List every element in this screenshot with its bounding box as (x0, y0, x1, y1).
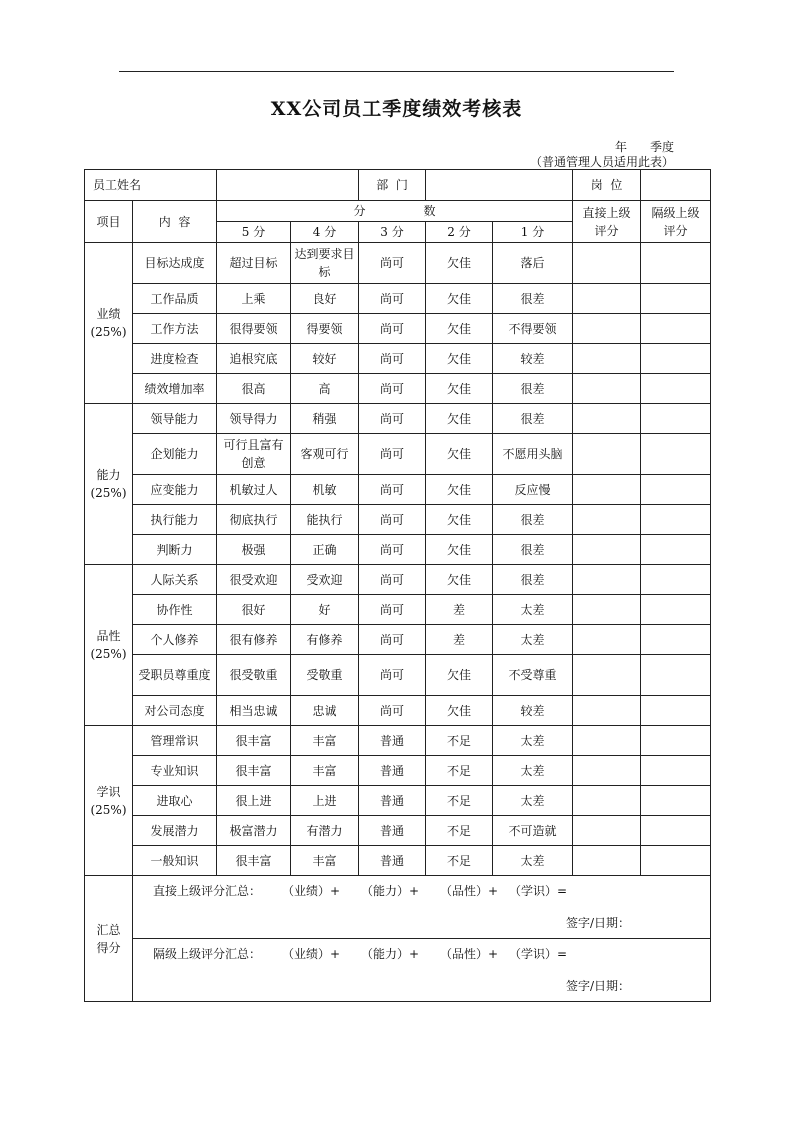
level-4-desc: 受欢迎 (291, 565, 359, 595)
department-label: 部 门 (359, 170, 426, 201)
level-1-desc: 很差 (493, 404, 573, 434)
section-weight: (25%) (90, 647, 127, 661)
level-1-desc: 太差 (493, 595, 573, 625)
level-2-desc: 欠佳 (426, 404, 493, 434)
skip-score-cell[interactable] (641, 726, 711, 756)
level-4-desc: 正确 (291, 535, 359, 565)
skip-score-cell[interactable] (641, 756, 711, 786)
header-item: 项目 (85, 201, 133, 243)
level-3-desc: 尚可 (359, 243, 426, 284)
level-5-desc: 极富潜力 (217, 816, 291, 846)
level-3-desc: 尚可 (359, 595, 426, 625)
level-3-desc: 尚可 (359, 344, 426, 374)
criterion-row (85, 344, 711, 374)
level-5-desc: 很好 (217, 595, 291, 625)
criterion-name: 对公司态度 (133, 696, 217, 726)
level-3-desc: 尚可 (359, 434, 426, 475)
level-3-desc: 普通 (359, 846, 426, 876)
direct-score-cell[interactable] (573, 816, 641, 846)
criterion-name: 判断力 (133, 535, 217, 565)
criterion-name: 企划能力 (133, 434, 217, 475)
direct-score-cell[interactable] (573, 243, 641, 284)
direct-summary-cell[interactable] (133, 876, 711, 939)
level-2-desc: 欠佳 (426, 696, 493, 726)
skip-summary-row (85, 939, 711, 1002)
section-weight: (25%) (90, 802, 127, 817)
criterion-row (85, 565, 711, 595)
criterion-name: 应变能力 (133, 475, 217, 505)
skip-score-cell[interactable] (641, 595, 711, 625)
level-2-desc: 不足 (426, 846, 493, 876)
level-4-desc: 好 (291, 595, 359, 625)
level-3-desc: 尚可 (359, 404, 426, 434)
direct-score-cell[interactable] (573, 565, 641, 595)
criterion-name: 工作品质 (133, 284, 217, 314)
section-label (85, 726, 133, 876)
criterion-row (85, 625, 711, 655)
level-3-desc: 尚可 (359, 696, 426, 726)
level-3-desc: 尚可 (359, 475, 426, 505)
header-score (217, 201, 573, 222)
summary-label-b: 得分 (96, 940, 121, 955)
direct-score-cell[interactable] (573, 475, 641, 505)
level-1-desc: 很差 (493, 284, 573, 314)
skip-score-cell[interactable] (641, 284, 711, 314)
header-score-b: 数 (423, 204, 436, 218)
level-5-desc: 很受欢迎 (217, 565, 291, 595)
level-2-desc: 欠佳 (426, 535, 493, 565)
criterion-name: 目标达成度 (133, 243, 217, 284)
criterion-row (85, 696, 711, 726)
level-5-desc: 很高 (217, 374, 291, 404)
criterion-name: 工作方法 (133, 314, 217, 344)
position-label: 岗 位 (573, 170, 641, 201)
level-4-desc: 丰富 (291, 846, 359, 876)
level-3-desc: 尚可 (359, 655, 426, 696)
appraisal-table (84, 169, 711, 1002)
section-label (85, 243, 133, 404)
level-1-desc: 很差 (493, 505, 573, 535)
direct-summary-content (133, 876, 710, 938)
criterion-name: 协作性 (133, 595, 217, 625)
direct-score-cell[interactable] (573, 696, 641, 726)
skip-score-cell[interactable] (641, 505, 711, 535)
criterion-row (85, 404, 711, 434)
level-2-desc: 欠佳 (426, 344, 493, 374)
criterion-row (85, 846, 711, 876)
top-rule (119, 71, 674, 72)
direct-summary-formula (142, 882, 568, 900)
employee-name-label: 员工姓名 (85, 170, 217, 201)
level-1-desc: 不愿用头脑 (493, 434, 573, 475)
level-4-desc: 忠诚 (291, 696, 359, 726)
criterion-name: 受职员尊重度 (133, 655, 217, 696)
direct-score-cell[interactable] (573, 344, 641, 374)
level-2: 2 分 (426, 222, 493, 243)
direct-score-cell[interactable] (573, 726, 641, 756)
header-direct-supervisor-label: 直接上级 (582, 205, 631, 220)
skip-score-cell[interactable] (641, 816, 711, 846)
level-2-desc: 欠佳 (426, 655, 493, 696)
criterion-row (85, 434, 711, 475)
criterion-name: 领导能力 (133, 404, 217, 434)
level-4-desc: 稍强 (291, 404, 359, 434)
direct-score-cell[interactable] (573, 374, 641, 404)
part-ability: （能力）+ (360, 884, 420, 898)
period-quarter: 季度 (650, 140, 675, 154)
skip-score-cell[interactable] (641, 314, 711, 344)
skip-score-cell[interactable] (641, 404, 711, 434)
criterion-name: 发展潜力 (133, 816, 217, 846)
skip-score-cell[interactable] (641, 374, 711, 404)
level-4-desc: 能执行 (291, 505, 359, 535)
criterion-name: 进度检查 (133, 344, 217, 374)
level-2-desc: 欠佳 (426, 434, 493, 475)
part-ability: （能力）+ (360, 947, 420, 961)
level-5-desc: 超过目标 (217, 243, 291, 284)
criterion-row (85, 284, 711, 314)
criterion-name: 人际关系 (133, 565, 217, 595)
part-knowledge: （学识）= (508, 884, 568, 898)
header-direct-score-label: 评分 (594, 223, 619, 238)
level-1-desc: 较差 (493, 696, 573, 726)
level-3-desc: 普通 (359, 786, 426, 816)
header-direct-supervisor (573, 201, 641, 243)
level-3-desc: 尚可 (359, 505, 426, 535)
criterion-name: 进取心 (133, 786, 217, 816)
summary-label-a: 汇总 (96, 922, 121, 937)
criterion-row (85, 475, 711, 505)
criterion-row (85, 655, 711, 696)
level-3: 3 分 (359, 222, 426, 243)
level-5: 5 分 (217, 222, 291, 243)
header-skip-supervisor (641, 201, 711, 243)
employee-name-field[interactable] (217, 170, 359, 201)
level-2-desc: 不足 (426, 726, 493, 756)
level-3-desc: 尚可 (359, 565, 426, 595)
level-1-desc: 很差 (493, 535, 573, 565)
level-5-desc: 机敏过人 (217, 475, 291, 505)
direct-summary-signature: 签字/日期： (565, 916, 631, 930)
direct-score-cell[interactable] (573, 404, 641, 434)
skip-score-cell[interactable] (641, 786, 711, 816)
level-1-desc: 很差 (493, 565, 573, 595)
level-3-desc: 尚可 (359, 374, 426, 404)
part-performance: （业绩）+ (281, 884, 341, 898)
section-weight: (25%) (90, 325, 127, 339)
level-4-desc: 良好 (291, 284, 359, 314)
skip-score-cell[interactable] (641, 243, 711, 284)
level-1-desc: 很差 (493, 374, 573, 404)
header-score-a: 分 (353, 204, 366, 218)
skip-score-cell[interactable] (641, 434, 711, 475)
direct-score-cell[interactable] (573, 505, 641, 535)
criterion-row (85, 726, 711, 756)
info-row (85, 170, 711, 201)
level-4-desc: 客观可行 (291, 434, 359, 475)
part-character: （品性）+ (439, 884, 499, 898)
section-name: 学识 (96, 784, 121, 799)
level-2-desc: 欠佳 (426, 475, 493, 505)
level-5-desc: 很受敬重 (217, 655, 291, 696)
level-2-desc: 差 (426, 595, 493, 625)
level-2-desc: 欠佳 (426, 284, 493, 314)
level-5-desc: 很丰富 (217, 846, 291, 876)
skip-score-cell[interactable] (641, 535, 711, 565)
direct-score-cell[interactable] (573, 625, 641, 655)
summary-title: 隔级上级评分汇总： (152, 947, 261, 961)
level-4-desc: 达到要求目标 (291, 243, 359, 284)
direct-score-cell[interactable] (573, 284, 641, 314)
criterion-row (85, 314, 711, 344)
criterion-name: 专业知识 (133, 756, 217, 786)
level-3-desc: 尚可 (359, 625, 426, 655)
skip-score-cell[interactable] (641, 846, 711, 876)
criterion-row (85, 816, 711, 846)
criterion-name: 管理常识 (133, 726, 217, 756)
direct-score-cell[interactable] (573, 595, 641, 625)
level-5-desc: 彻底执行 (217, 505, 291, 535)
criterion-name: 一般知识 (133, 846, 217, 876)
part-knowledge: （学识）= (508, 947, 568, 961)
level-1-desc: 较差 (493, 344, 573, 374)
level-5-desc: 很丰富 (217, 756, 291, 786)
skip-score-cell[interactable] (641, 696, 711, 726)
level-1-desc: 太差 (493, 846, 573, 876)
skip-score-cell[interactable] (641, 565, 711, 595)
level-2-desc: 欠佳 (426, 505, 493, 535)
direct-score-cell[interactable] (573, 786, 641, 816)
criterion-name: 绩效增加率 (133, 374, 217, 404)
criterion-row (85, 595, 711, 625)
level-5-desc: 领导得力 (217, 404, 291, 434)
applicability-note: （普通管理人员适用此表） (530, 155, 675, 169)
level-5-desc: 很有修养 (217, 625, 291, 655)
section-name: 业绩 (96, 307, 121, 321)
criterion-row (85, 535, 711, 565)
level-5-desc: 上乘 (217, 284, 291, 314)
level-1-desc: 不得要领 (493, 314, 573, 344)
criterion-row (85, 374, 711, 404)
document-title: XX公司员工季度绩效考核表 (270, 98, 523, 120)
level-2-desc: 差 (426, 625, 493, 655)
level-1-desc: 不可造就 (493, 816, 573, 846)
level-3-desc: 尚可 (359, 284, 426, 314)
level-1-desc: 反应慢 (493, 475, 573, 505)
level-5-desc: 追根究底 (217, 344, 291, 374)
level-4-desc: 得要领 (291, 314, 359, 344)
level-5-desc: 可行且富有创意 (217, 434, 291, 475)
summary-label (85, 876, 133, 1002)
level-1: 1 分 (493, 222, 573, 243)
level-1-desc: 太差 (493, 756, 573, 786)
level-4-desc: 高 (291, 374, 359, 404)
level-3-desc: 普通 (359, 726, 426, 756)
position-field[interactable] (641, 170, 711, 201)
level-1-desc: 不受尊重 (493, 655, 573, 696)
level-2-desc: 欠佳 (426, 565, 493, 595)
direct-score-cell[interactable] (573, 314, 641, 344)
criterion-row (85, 786, 711, 816)
level-4-desc: 丰富 (291, 726, 359, 756)
part-performance: （业绩）+ (281, 947, 341, 961)
level-4-desc: 机敏 (291, 475, 359, 505)
level-3-desc: 尚可 (359, 535, 426, 565)
direct-summary-row (85, 876, 711, 939)
section-weight: (25%) (90, 486, 127, 500)
level-3-desc: 普通 (359, 756, 426, 786)
direct-score-cell[interactable] (573, 846, 641, 876)
level-5-desc: 很上进 (217, 786, 291, 816)
level-4-desc: 上进 (291, 786, 359, 816)
section-name: 品性 (96, 629, 121, 643)
level-4-desc: 丰富 (291, 756, 359, 786)
level-1-desc: 落后 (493, 243, 573, 284)
header-skip-score-label: 评分 (663, 223, 688, 238)
direct-score-cell[interactable] (573, 655, 641, 696)
level-4-desc: 有潜力 (291, 816, 359, 846)
level-3-desc: 尚可 (359, 314, 426, 344)
level-4: 4 分 (291, 222, 359, 243)
skip-score-cell[interactable] (641, 344, 711, 374)
level-2-desc: 不足 (426, 816, 493, 846)
direct-score-cell[interactable] (573, 434, 641, 475)
level-2-desc: 不足 (426, 756, 493, 786)
criterion-name: 执行能力 (133, 505, 217, 535)
skip-summary-signature: 签字/日期： (565, 979, 631, 993)
criterion-name: 个人修养 (133, 625, 217, 655)
period-year: 年 (615, 140, 628, 154)
section-label (85, 565, 133, 726)
level-2-desc: 欠佳 (426, 314, 493, 344)
skip-score-cell[interactable] (641, 655, 711, 696)
section-name: 能力 (96, 468, 121, 482)
skip-summary-cell[interactable] (133, 939, 711, 1002)
skip-score-cell[interactable] (641, 475, 711, 505)
level-2-desc: 欠佳 (426, 243, 493, 284)
level-1-desc: 太差 (493, 786, 573, 816)
direct-score-cell[interactable] (573, 756, 641, 786)
header-row (85, 201, 711, 222)
level-4-desc: 较好 (291, 344, 359, 374)
criterion-row (85, 756, 711, 786)
skip-summary-content (133, 939, 710, 1001)
skip-summary-formula (142, 945, 568, 963)
summary-title: 直接上级评分汇总： (152, 884, 261, 898)
level-5-desc: 相当忠诚 (217, 696, 291, 726)
level-4-desc: 有修养 (291, 625, 359, 655)
level-1-desc: 太差 (493, 726, 573, 756)
level-5-desc: 很丰富 (217, 726, 291, 756)
criterion-row (85, 505, 711, 535)
level-5-desc: 很得要领 (217, 314, 291, 344)
level-2-desc: 不足 (426, 786, 493, 816)
section-label (85, 404, 133, 565)
level-3-desc: 普通 (359, 816, 426, 846)
level-2-desc: 欠佳 (426, 374, 493, 404)
level-1-desc: 太差 (493, 625, 573, 655)
skip-score-cell[interactable] (641, 625, 711, 655)
header-skip-supervisor-label: 隔级上级 (651, 205, 700, 220)
part-character: （品性）+ (439, 947, 499, 961)
header-content: 内 容 (133, 201, 217, 243)
department-field[interactable] (426, 170, 573, 201)
level-4-desc: 受敬重 (291, 655, 359, 696)
direct-score-cell[interactable] (573, 535, 641, 565)
level-5-desc: 极强 (217, 535, 291, 565)
criterion-row (85, 243, 711, 284)
